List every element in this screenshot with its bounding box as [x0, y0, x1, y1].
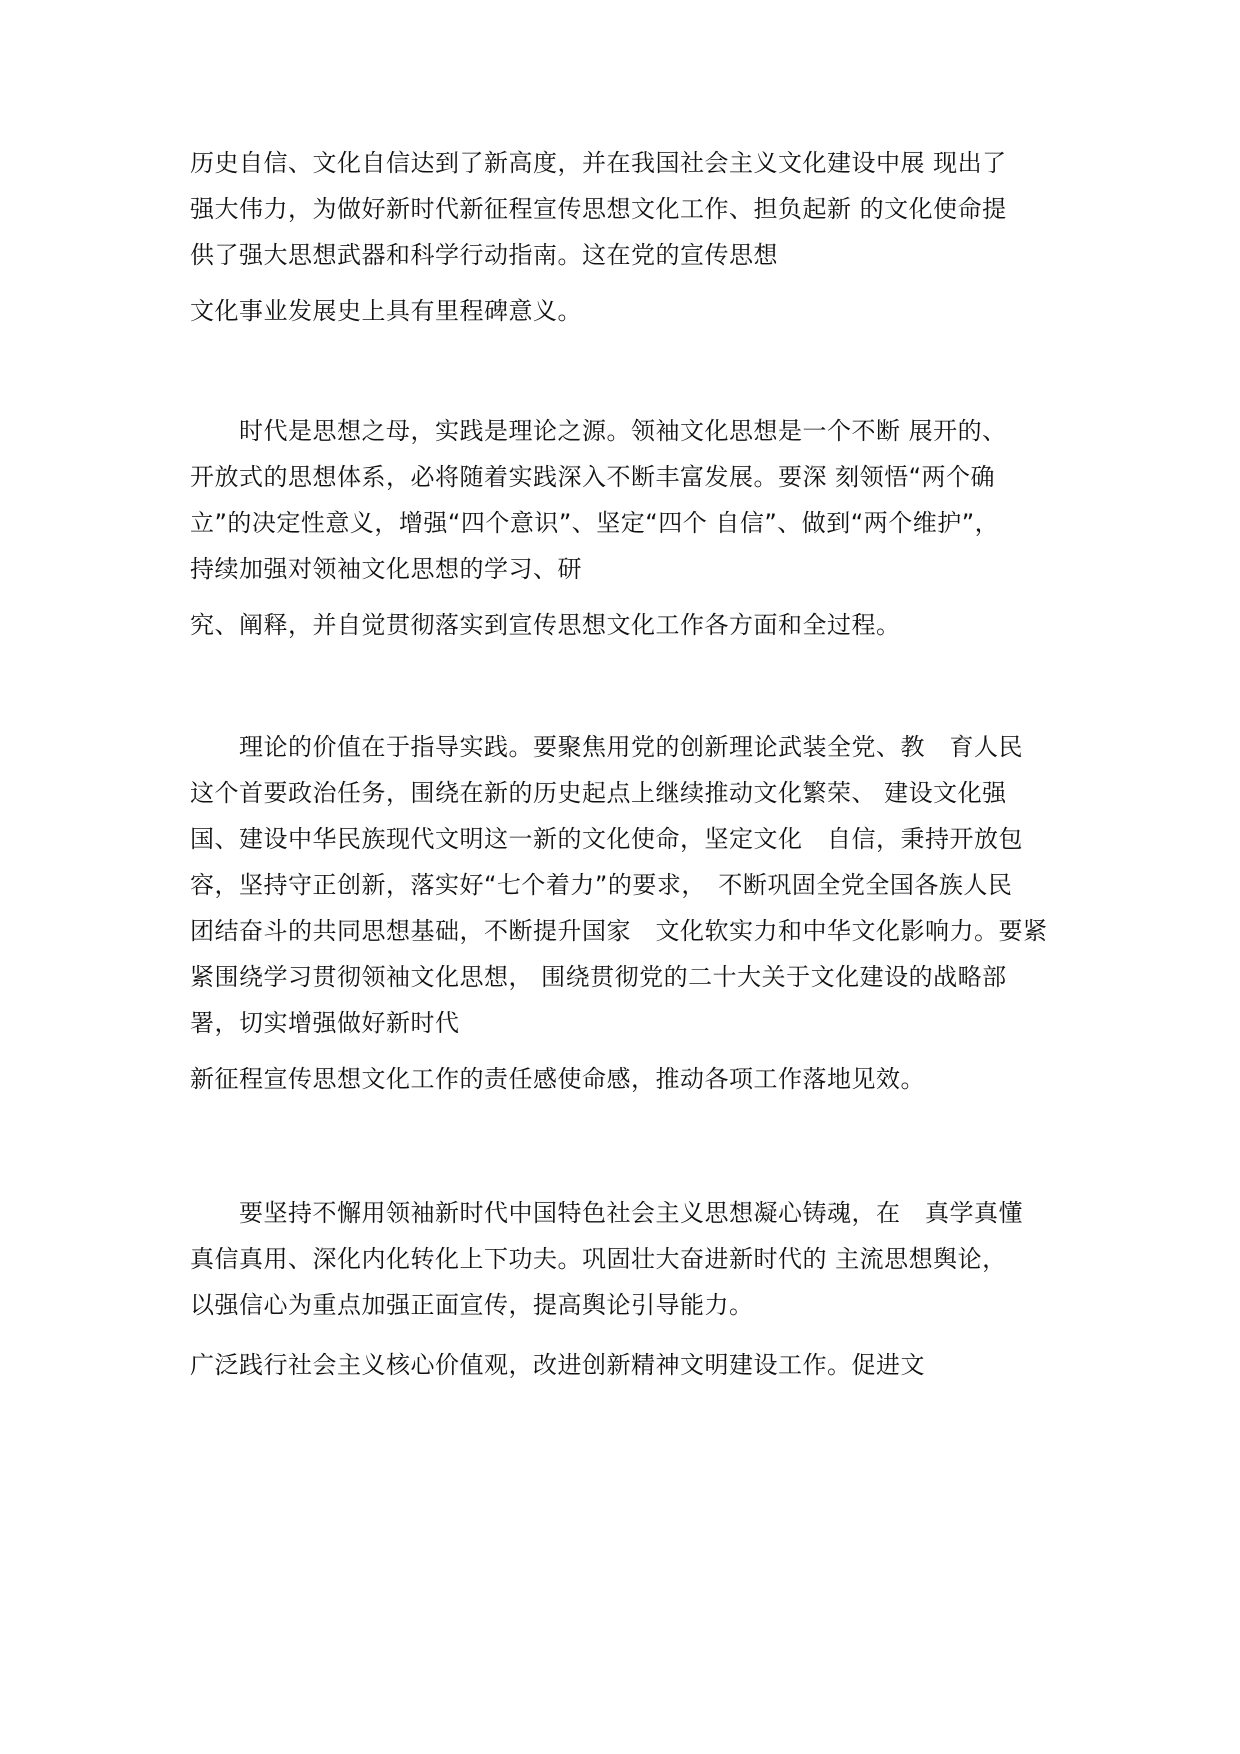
- text-line: 理论的价值在于指导实践。要聚焦用党的创新理论武装全党、教 育人民: [190, 733, 1023, 761]
- text-line: 强大伟力，为做好新时代新征程宣传思想文化工作、担负起新 的文化使命提: [190, 195, 1007, 223]
- text-line: 团结奋斗的共同思想基础，不断提升国家 文化软实力和中华文化影响力。要紧: [190, 917, 1048, 945]
- text-line: 历史自信、文化自信达到了新高度，并在我国社会主义文化建设中展 现出了: [190, 149, 1007, 177]
- text-line: 这个首要政治任务，围绕在新的历史起点上继续推动文化繁荣、 建设文化强: [190, 779, 1007, 807]
- text-line: 紧围绕学习贯彻领袖文化思想， 围绕贯彻党的二十大关于文化建设的战略部: [190, 963, 1007, 991]
- text-line: 文化事业发展史上具有里程碑意义。: [190, 297, 582, 325]
- text-line: 以强信心为重点加强正面宣传，提高舆论引导能力。: [190, 1291, 754, 1319]
- text-line: 署，切实增强做好新时代: [190, 1009, 460, 1037]
- text-line: 容，坚持守正创新，落实好“七个着力”的要求， 不断巩固全党全国各族人民: [190, 871, 1013, 899]
- text-line: 供了强大思想武器和科学行动指南。这在党的宣传思想: [190, 241, 778, 269]
- text-line: 时代是思想之母，实践是理论之源。领袖文化思想是一个不断 展开的、: [190, 417, 1007, 445]
- text-line: 广泛践行社会主义核心价值观，改进创新精神文明建设工作。促进文: [190, 1351, 925, 1379]
- text-line: 要坚持不懈用领袖新时代中国特色社会主义思想凝心铸魂，在 真学真懂: [190, 1199, 1023, 1227]
- text-line: 国、建设中华民族现代文明这一新的文化使命，坚定文化 自信，秉持开放包: [190, 825, 1023, 853]
- text-line: 究、阐释，并自觉贯彻落实到宣传思想文化工作各方面和全过程。: [190, 611, 901, 639]
- text-line: 新征程宣传思想文化工作的责任感使命感，推动各项工作落地见效。: [190, 1065, 925, 1093]
- text-line: 开放式的思想体系，必将随着实践深入不断丰富发展。要深 刻领悟“两个确: [190, 463, 996, 491]
- text-line: 持续加强对领袖文化思想的学习、研: [190, 555, 582, 583]
- text-line: 立”的决定性意义，增强“四个意识”、坚定“四个 自信”、做到“两个维护”，: [190, 509, 1000, 537]
- text-line: 真信真用、深化内化转化上下功夫。巩固壮大奋进新时代的 主流思想舆论，: [190, 1245, 1007, 1273]
